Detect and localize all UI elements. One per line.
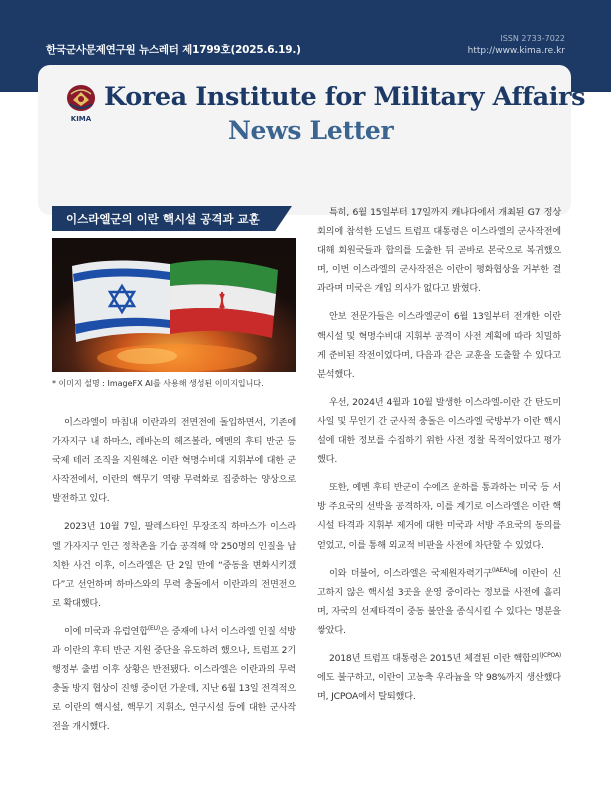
section-title: 이스라엘군의 이란 핵시설 공격과 교훈 xyxy=(66,212,260,226)
israel-flag-icon xyxy=(72,260,170,342)
paragraph: 이스라엘이 마침내 이란과의 전면전에 돌입하면서, 기존에 가자지구 내 하마스, 레바논의 헤즈볼라, 예멘의 후티 반군 등 국제 테러 조직을 지원해온 이란 혁명수비대 지휘부에 대한 군사작전에서, 이란의 핵무기 역량 무력화로 집중하는 양상으로 발전하고 있다. xyxy=(52,417,296,505)
publication-title: Korea Institute for Military Affairs xyxy=(104,82,586,112)
kima-logo xyxy=(64,82,98,124)
paragraph: 우선, 2024년 4월과 10월 발생한 이스라엘-이란 간 탄도미사일 및 무인기 간 군사적 충돌은 이스라엘 국방부가 이란 핵시설에 대한 정보를 수집하기 위한 사전 정찰 목적이었다고 평가했다. xyxy=(317,396,561,466)
left-column xyxy=(52,413,296,746)
article-image xyxy=(52,238,296,372)
paragraph: 2023년 10월 7일, 팔레스타인 무장조직 하마스가 이스라엘 가자지구 인근 정착촌을 기습 공격해 약 250명의 인질을 납치한 사건 이후, 이스라엘은 단 2일 만에 “중동을 변화시키겠다”고 선언하며 하마스와의 무력 충돌에서 이란과의 전면전으로 확대했다. xyxy=(52,521,296,609)
iran-flag-icon xyxy=(170,260,278,338)
paragraph: 이에 미국과 유럽연합$^{(EU)}$은 중재에 나서 이스라엘 인질 석방과 이란의 후티 반군 지원 중단을 유도하려 했으나, 트럼프 2기 행정부 출범 이후 상황은 반전됐다. 이스라엘은 이란과의 무력 충돌 방지 협상이 진행 중이던 가운데, 지난 6월 13일 전격적으로 이란의 핵시설, 핵무기 지휘소, 연구시설 등에 대한 군사작전을 개시했다. xyxy=(52,624,296,733)
paragraph: 이와 더불어, 이스라엘은 국제원자력기구$^{(IAEA)}$에 이란이 신고하지 않은 핵시설 3곳을 운영 중이라는 정보를 사전에 흘리며, 자국의 선제타격이 중동 불안을 종식시킬 수 있다는 명분을 쌓았다. xyxy=(317,566,561,636)
paragraph: 2018년 트럼프 대통령은 2015년 체결된 이란 핵합의$^{(JCPOA)}$에도 불구하고, 이란이 고농축 우라늄을 약 98%까지 생산했다며, JCPOA에서 탈퇴했다. xyxy=(317,651,561,703)
issn-number: ISSN 2733-7022 xyxy=(500,34,565,43)
website-link[interactable]: http://www.kima.re.kr xyxy=(467,46,565,56)
paragraph: 또한, 예멘 후티 반군이 수에즈 운하를 통과하는 미국 등 서방 주요국의 선박을 공격하자, 이를 계기로 이스라엘은 이란 핵시설 타격과 지휘부 제거에 대한 미국과 서방 주요국의 동의를 얻었고, 이를 통해 외교적 비판을 사전에 차단할 수 있었다. xyxy=(317,482,561,551)
logo-text: KIMA xyxy=(70,115,92,123)
paragraph: 특히, 6월 15일부터 17일까지 캐나다에서 개최된 G7 정상회의에 참석한 도널드 트럼프 대통령은 이스라엘의 군사작전에 대해 회원국들과 합의를 도출한 뒤 곧바로 본국으로 복귀했으며, 이번 이스라엘의 군사작전은 이란이 평화협상을 거부한 결과라며 미국은 개입 의사가 없다고 밝혔다. xyxy=(317,207,561,295)
image-caption: * 이미지 설명 : ImageFX AI를 사용해 생성된 이미지입니다. xyxy=(52,379,264,388)
right-column xyxy=(317,203,561,715)
issue-line: 한국군사문제연구원 뉴스레터 제1799호(2025.6.19.) xyxy=(46,44,301,56)
paragraph: 안보 전문가들은 이스라엘군이 6월 13일부터 전개한 이란 핵시설 및 혁명수비대 지휘부 공격이 사전 계획에 따라 치밀하게 준비된 작전이었다며, 다음과 같은 교훈을 도출할 수 있다고 분석했다. xyxy=(317,311,561,380)
publication-subtitle: News Letter xyxy=(228,116,394,145)
